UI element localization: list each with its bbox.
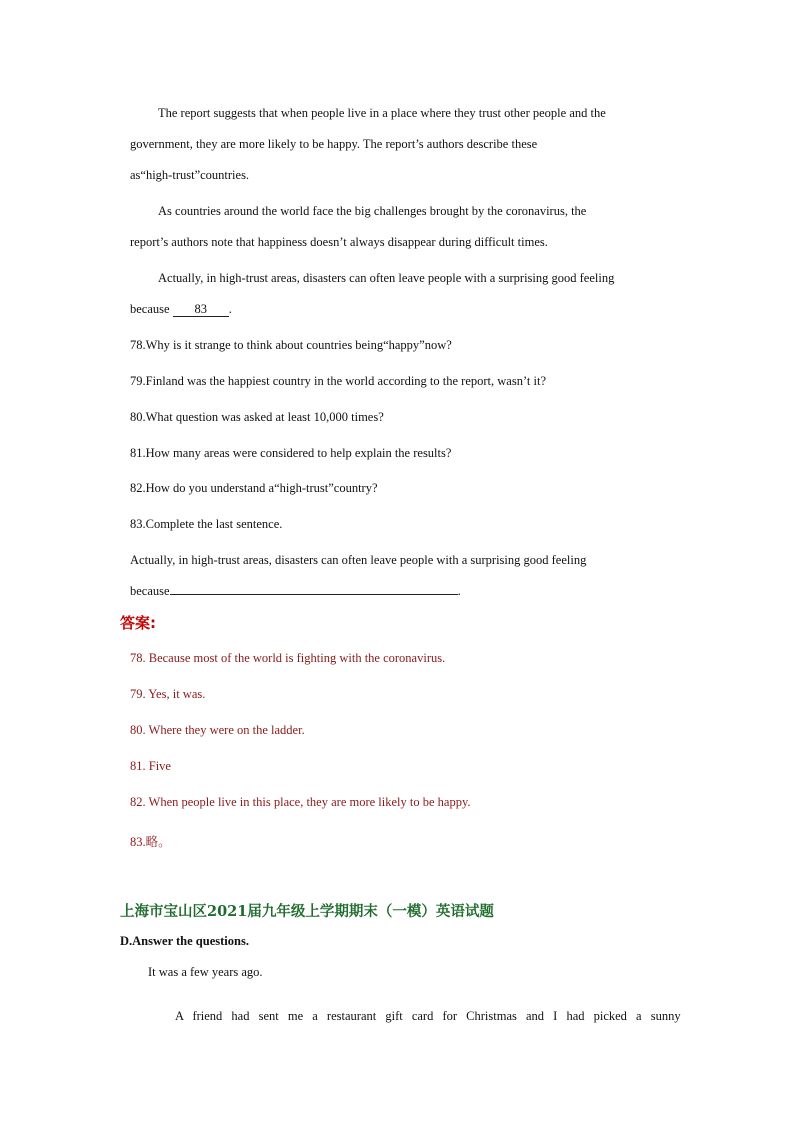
answer-80: 80. Where they were on the ladder. [130, 723, 305, 737]
section-subtitle: D.Answer the questions. [120, 934, 249, 948]
passage-paragraph-2-line-1: As countries around the world face the big challenges brought by the coronavirus, the [158, 204, 587, 218]
passage-paragraph-1-line-2: government, they are more likely to be happy. The report’s authors describe these [130, 137, 538, 151]
last-sentence-line-1: Actually, in high-trust areas, disasters can often leave people with a surprising good feeling [130, 553, 587, 567]
passage-period: . [228, 302, 232, 316]
answer-81: 81. Five [130, 759, 171, 773]
question-82: 82.How do you understand a“high-trust”country? [130, 481, 378, 495]
last-sentence-period: . [457, 584, 461, 598]
question-78: 78.Why is it strange to think about countries being“happy”now? [130, 338, 452, 352]
blank-83: 83 [173, 302, 229, 317]
passage-paragraph-1-line-3: as“high-trust”countries. [130, 168, 250, 182]
last-sentence-line-2 [130, 583, 461, 599]
answer-82: 82. When people live in this place, they are more likely to be happy. [130, 795, 471, 809]
question-79: 79.Finland was the happiest country in the world according to the report, wasn’t it? [130, 374, 546, 388]
passage-paragraph-1-line-1: The report suggests that when people live in a place where they trust other people and the [158, 106, 606, 120]
story-line-2: A friend had sent me a restaurant gift card for Christmas and I had picked a sunny [175, 1009, 681, 1023]
story-line-1: It was a few years ago. [148, 965, 263, 979]
passage-paragraph-3-line-2 [130, 301, 232, 317]
question-80: 80.What question was asked at least 10,000 times? [130, 410, 384, 424]
answer-78: 78. Because most of the world is fighting with the coronavirus. [130, 651, 446, 665]
answer-blank-line [170, 594, 458, 595]
question-83: 83.Complete the last sentence. [130, 517, 283, 531]
passage-because-text: because [130, 302, 173, 316]
passage-paragraph-3-line-1: Actually, in high-trust areas, disasters can often leave people with a surprising good feeling [158, 271, 615, 285]
question-81: 81.How many areas were considered to help explain the results? [130, 446, 452, 460]
answer-79: 79. Yes, it was. [130, 687, 206, 701]
answer-83: 83.略。 [130, 835, 171, 849]
section-heading: 上海市宝山区2021届九年级上学期期末（一模）英语试题 [120, 903, 494, 920]
last-sentence-because: because [130, 584, 170, 598]
passage-paragraph-2-line-2: report’s authors note that happiness doesn’t always disappear during difficult times. [130, 235, 548, 249]
answers-label: 答案: [120, 614, 156, 632]
